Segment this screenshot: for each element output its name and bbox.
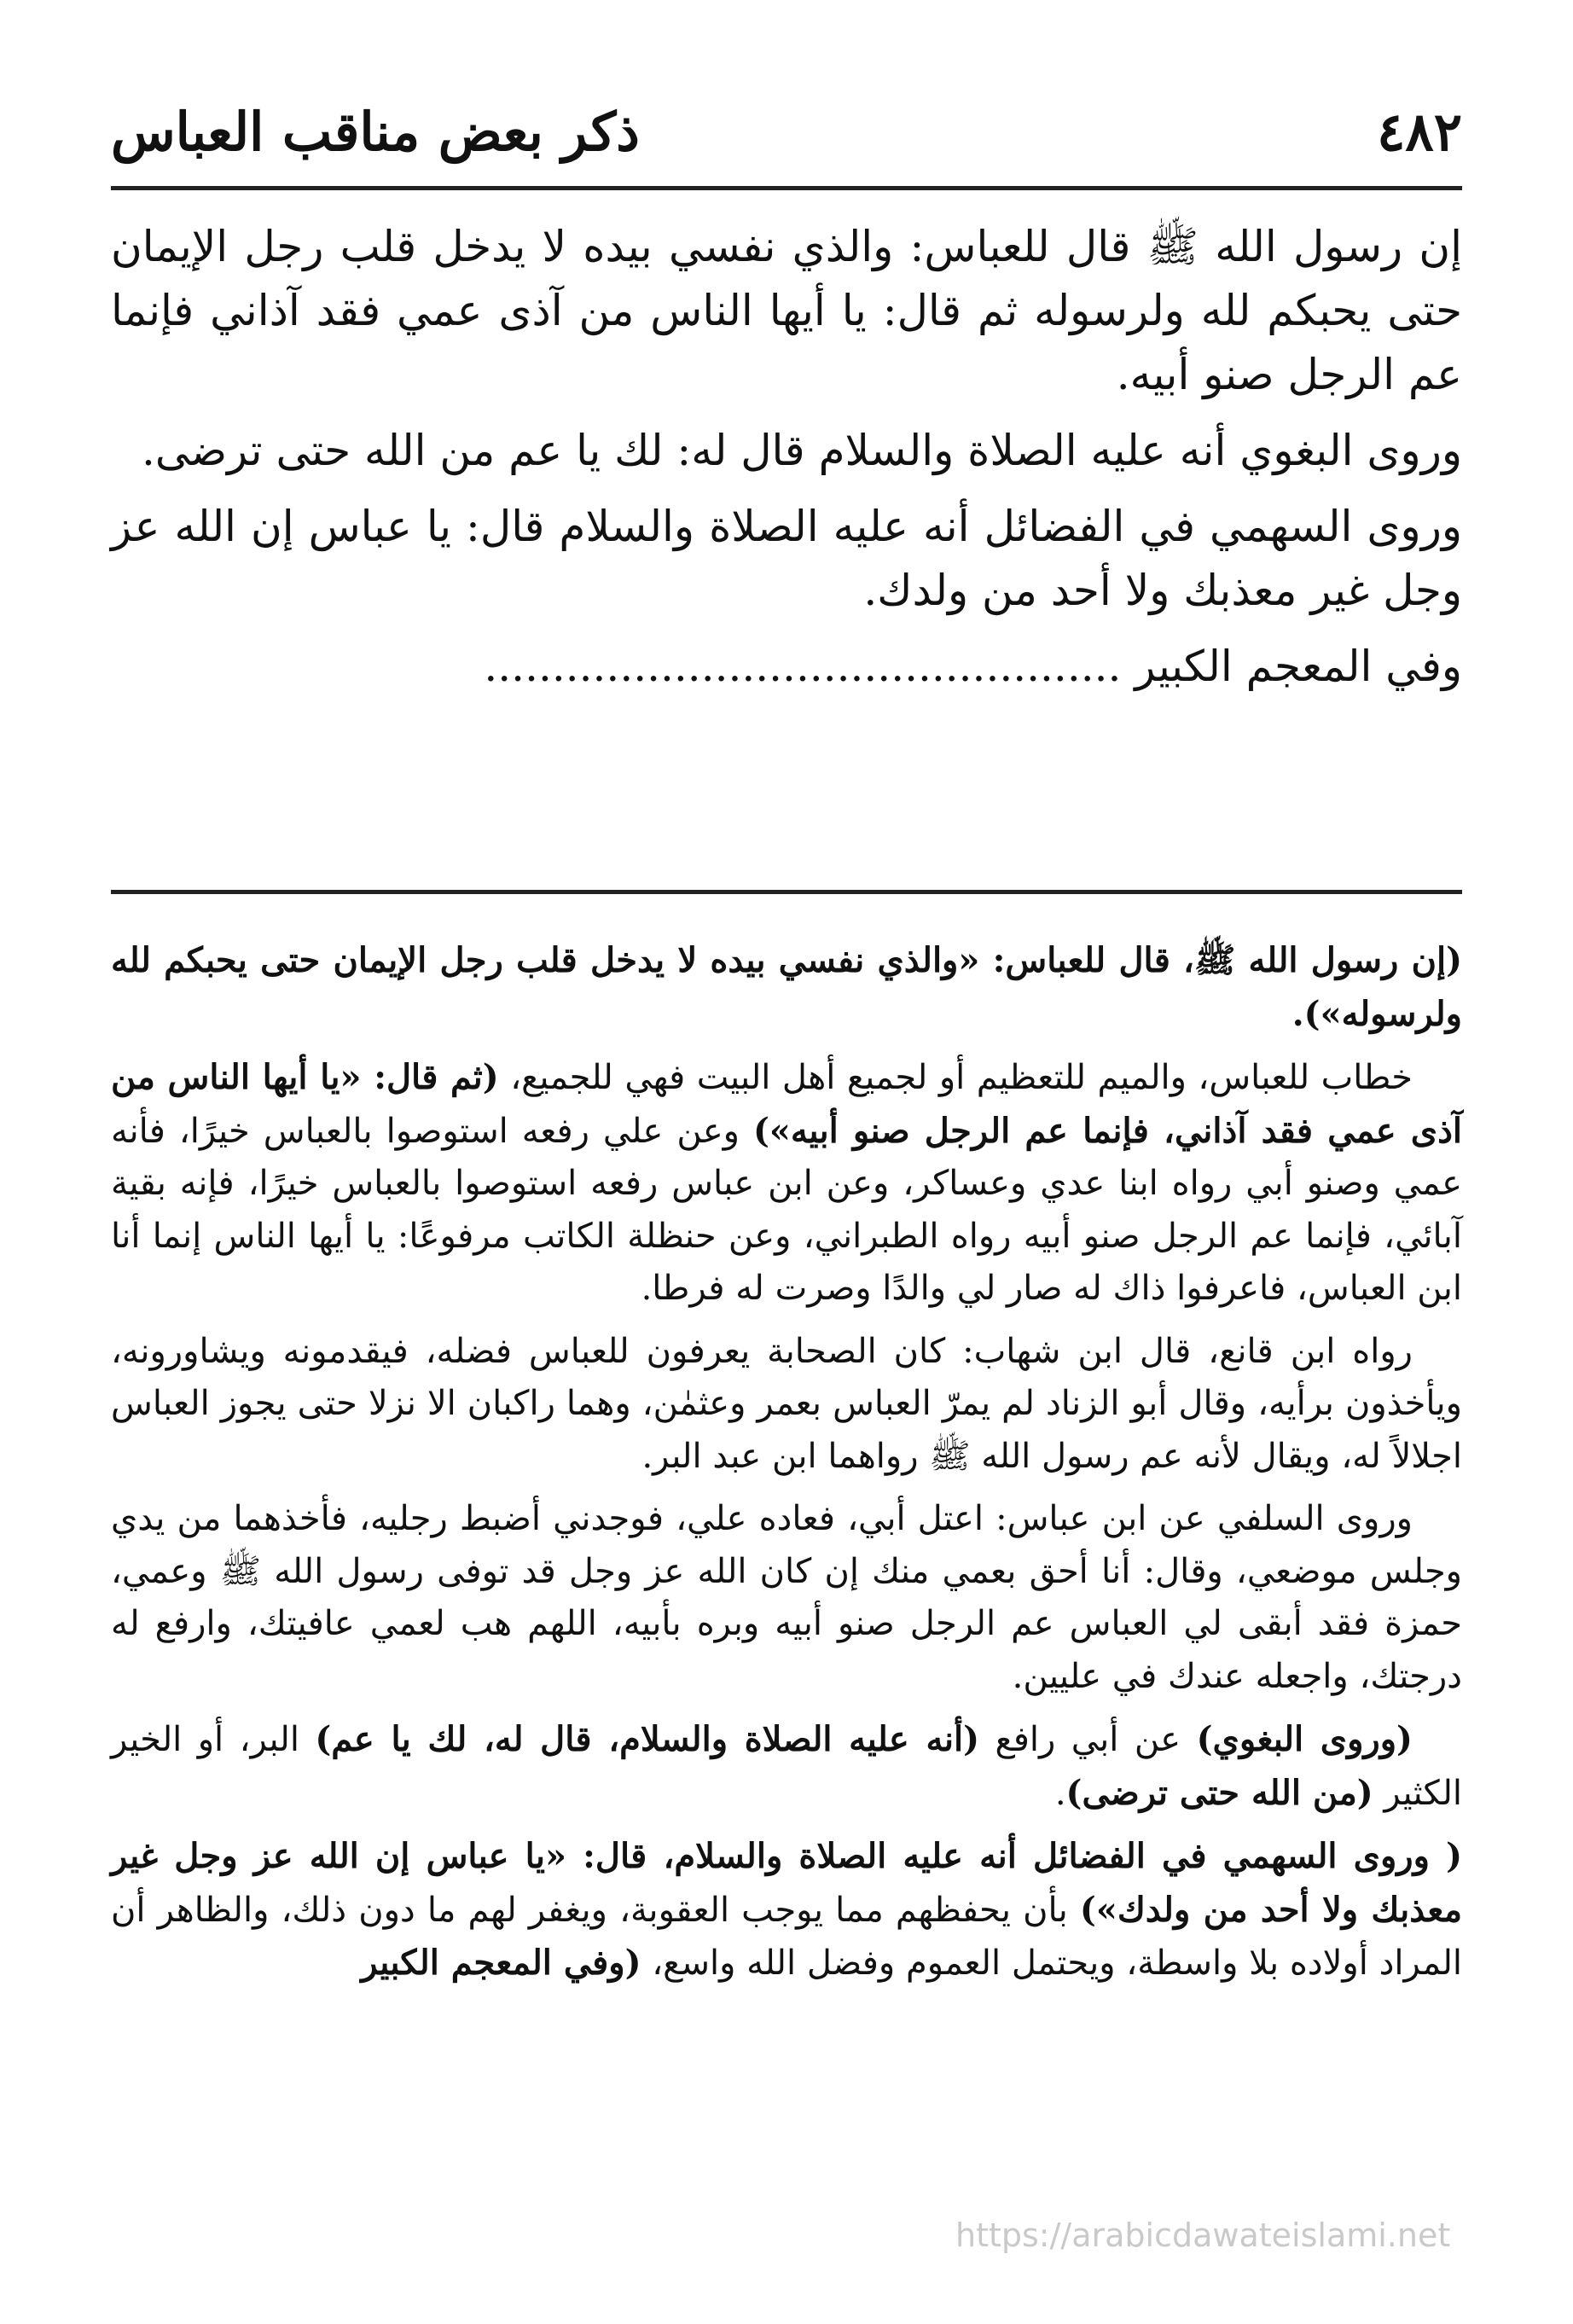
- commentary-text-run: خطاب للعباس، والميم للتعظيم أو لجميع أهل البيت فهي للجميع،: [498, 1058, 1413, 1097]
- main-text-paragraph: وفي المعجم الكبير ...............................................: [484, 642, 1462, 691]
- quoted-text: (ثم قال: «يا أيها الناس من آذى عمي فقد آذاني، فإنما عم الرجل صنو أبيه»): [111, 1057, 1462, 1151]
- quoted-text: (أنه عليه الصلاة والسلام، قال له، لك يا عم): [315, 1719, 980, 1759]
- commentary-text-run: البر، أو الخير الكثير: [111, 1720, 1462, 1813]
- quoted-text: (إن رسول الله ﷺ، قال للعباس: «والذي نفسي بيده لا يدخل قلب رجل الإيمان حتى يحبكم لله ولرسوله»).: [111, 940, 1462, 1034]
- main-text-paragraph: إن رسول الله ﷺ قال للعباس: والذي نفسي بيده لا يدخل قلب رجل الإيمان حتى يحبكم لله ولرسوله ثم قال: يا أيها الناس من آذى عمي فقد آذاني فإنما عم الرجل صنو أبيه.: [111, 222, 1462, 399]
- page-number: ٤٨٢: [1377, 101, 1462, 163]
- commentary-text-run: بأن يحفظهم مما يوجب العقوبة، ويغفر لهم ما دون ذلك، والظاهر أن المراد أولاده بلا واسطة، ويحتمل العموم وفضل الله واسع،: [111, 1890, 1462, 1983]
- commentary-paragraph: رواه ابن قانع، قال ابن شهاب: كان الصحابة يعرفون للعباس فضله، فيقدمونه ويشاورونه، ويأخذون برأيه، وقال أبو الزناد لم يمرّ العباس بعمر وعثمٰن، وهما راكبان الا نزلا حتى يجوز العباس اجلالاً له، ويقال لأنه عم رسول الله ﷺ رواهما ابن عبد البر.: [111, 1331, 1462, 1476]
- commentary-text-run: عن أبي رافع: [979, 1720, 1197, 1759]
- main-text: [111, 215, 1462, 711]
- commentary-text-run: وعن علي رفعه استوصوا بالعباس خيرًا، فأنه عمي وصنو أبي رواه ابنا عدي وعساكر، وعن ابن عباس رفعه استوصوا بالعباس خيرًا، فإنه بقية آبائي، فإنما عم الرجل صنو أبيه رواه الطبراني، وعن حنظلة الكاتب مرفوعًا: يا أيها الناس إنما أنا ابن العباس، فاعرفوا ذاك له صار لي والدًا وصرت له فرطا.: [111, 1111, 1462, 1308]
- quoted-text: (وروى البغوي): [1196, 1719, 1413, 1759]
- commentary-paragraph: [111, 934, 1462, 1041]
- commentary-paragraph: وروى السلفي عن ابن عباس: اعتل أبي، فعاده علي، فوجدني أضبط رجليه، فأخذهما من يدي وجلس موضعي، وقال: أنا أحق بعمي منك إن كان الله عز وجل قد توفى رسول الله ﷺ وعمي، حمزة فقد أبقى لي العباس عم الرجل صنو أبيه وبره بأبيه، اللهم هب لعمي عافيتك، وارفع له درجتك، واجعله عندك في عليين.: [111, 1499, 1462, 1696]
- section-divider: [111, 890, 1462, 894]
- header-divider: [111, 186, 1462, 190]
- main-text-paragraph: وروى السهمي في الفضائل أنه عليه الصلاة والسلام قال: يا عباس إن الله عز وجل غير معذبك ولا أحد من ولدك.: [111, 502, 1462, 615]
- commentary-text-run: .: [1054, 1773, 1066, 1813]
- commentary-text: [111, 934, 1462, 2001]
- running-title: ذكر بعض مناقب العباس: [111, 101, 640, 163]
- quoted-text: (وفي المعجم الكبير: [361, 1943, 641, 1983]
- watermark-url: https://arabicdawateislami.net: [955, 2217, 1451, 2254]
- page-header: [111, 94, 1462, 171]
- quoted-text: ( وروى السهمي في الفضائل أنه عليه الصلاة والسلام، قال: «يا عباس إن الله عز وجل غير معذبك ولا أحد من ولدك»): [111, 1836, 1462, 1930]
- commentary-paragraph: [111, 1713, 1462, 1820]
- commentary-paragraph: [111, 1830, 1462, 1990]
- main-text-paragraph: وروى البغوي أنه عليه الصلاة والسلام قال له: لك يا عم من الله حتى ترضى.: [142, 426, 1462, 475]
- quoted-text: (من الله حتى ترضى): [1065, 1772, 1373, 1813]
- commentary-paragraph: [111, 1051, 1462, 1316]
